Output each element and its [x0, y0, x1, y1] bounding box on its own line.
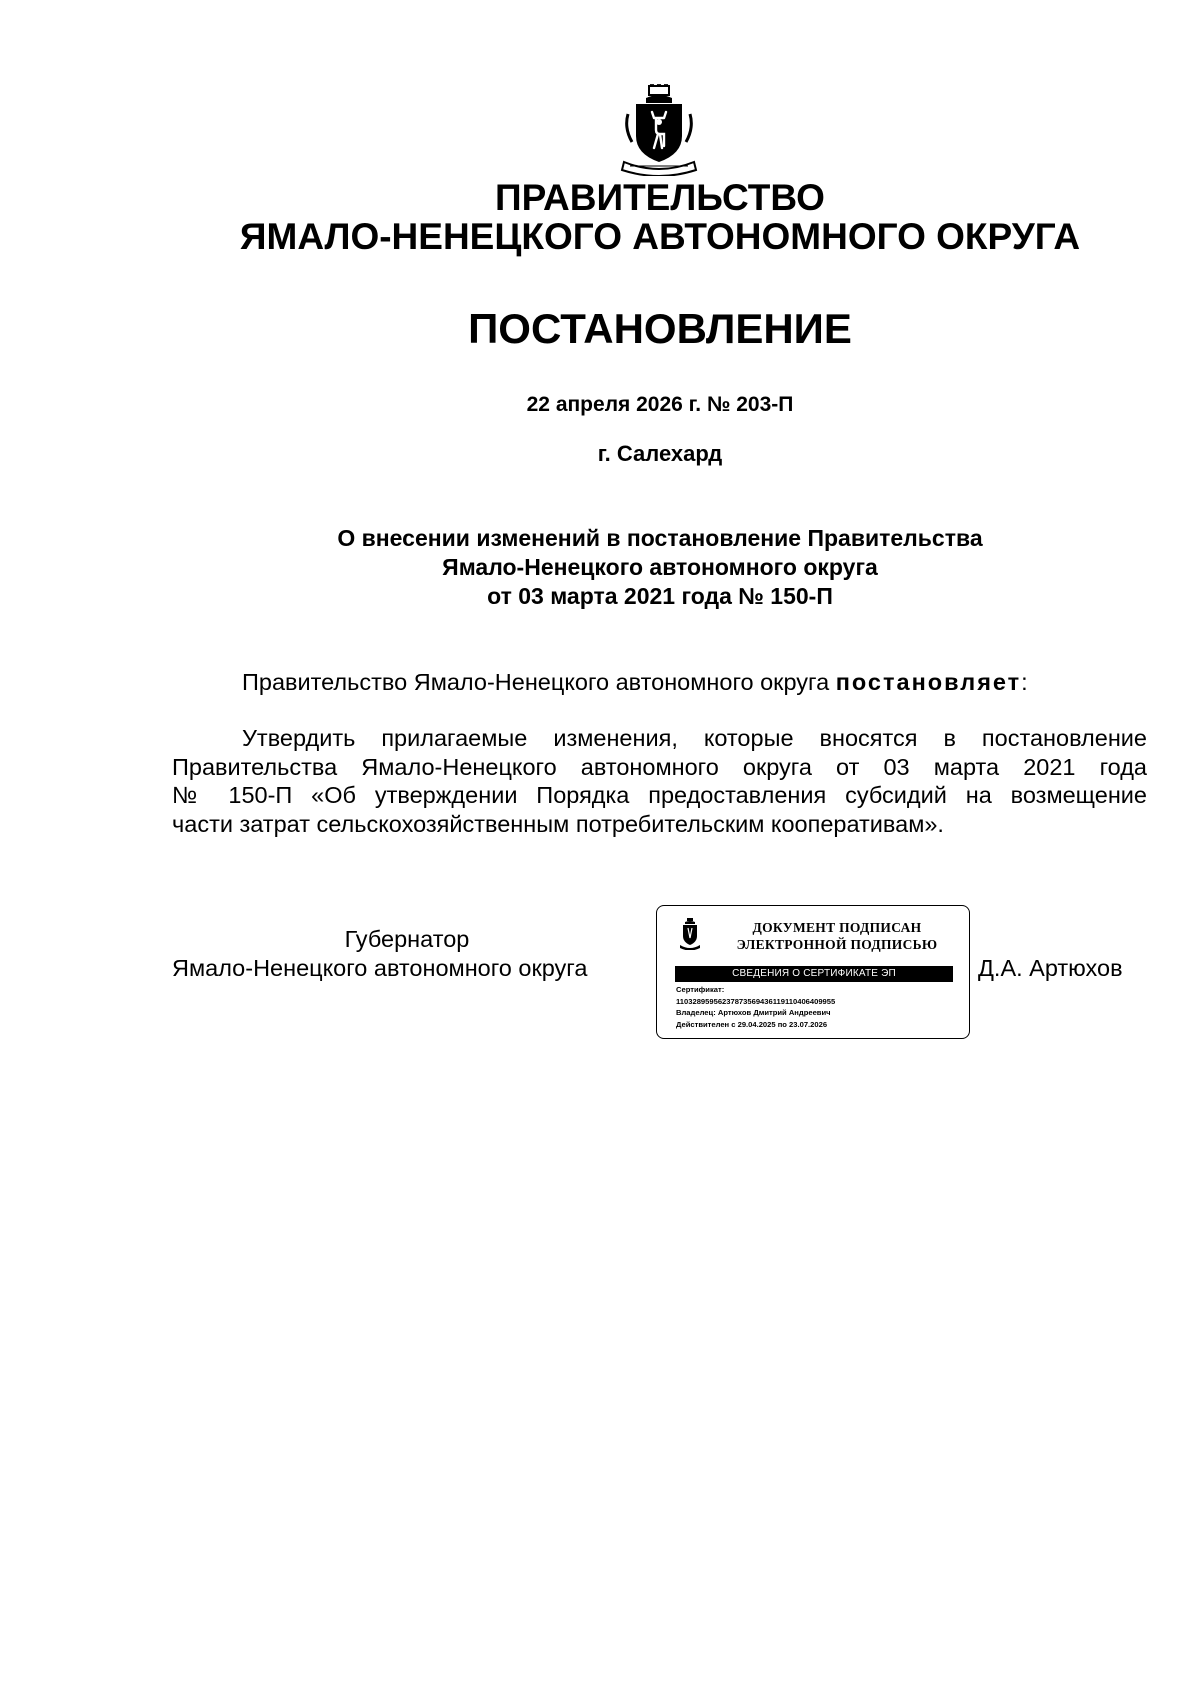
- document-city: г. Салехард: [597, 441, 723, 466]
- body-line: Правительства Ямало-Ненецкого автономного округа от 03 марта 2021 года: [172, 753, 1147, 780]
- certificate-owner: Владелец: Артюхов Дмитрий Андреевич: [676, 1008, 831, 1017]
- government-title-line1: ПРАВИТЕЛЬСТВО: [495, 177, 825, 218]
- yamal-coat-of-arms-icon: [679, 918, 701, 950]
- electronic-signature-stamp: [656, 905, 970, 1039]
- document-type-title: ПОСТАНОВЛЕНИЕ: [468, 305, 852, 352]
- intro-text: Правительство Ямало-Ненецкого автономного округа: [242, 669, 836, 695]
- intro-paragraph: [172, 667, 1152, 697]
- yamal-coat-of-arms-icon: [616, 84, 702, 176]
- document-date-number: 22 апреля 2026 г. № 203-П: [526, 393, 794, 416]
- body-paragraph: [172, 724, 1147, 838]
- signatory-name: Д.А. Артюхов: [978, 955, 1123, 981]
- certificate-label: Сертификат:: [676, 985, 725, 994]
- certificate-details: [676, 984, 961, 1030]
- certificate-validity: Действителен с 29.04.2025 по 23.07.2026: [676, 1019, 828, 1029]
- body-line: № 150-П «Об утверждении Порядка предоставления субсидий на возмещение: [172, 782, 1147, 808]
- subject-line: О внесении изменений в постановление Правительства: [337, 525, 983, 551]
- document-subject: [180, 524, 1140, 611]
- stamp-heading-line: ЭЛЕКТРОННОЙ ПОДПИСЬЮ: [736, 937, 938, 952]
- body-line: части затрат сельскохозяйственным потребительским кооперативам».: [172, 810, 944, 837]
- stamp-heading-line: ДОКУМЕНТ ПОДПИСАН: [752, 920, 922, 935]
- intro-tail: :: [1021, 669, 1028, 695]
- signatory-title-line1: Губернатор: [344, 926, 470, 952]
- stamp-heading: [717, 919, 957, 953]
- decree-keyword: постановляет: [835, 669, 1022, 695]
- signatory-title-line2: Ямало-Ненецкого автономного округа: [172, 955, 588, 981]
- subject-line: от 03 марта 2021 года № 150-П: [487, 583, 833, 609]
- certificate-info-bar: СВЕДЕНИЯ О СЕРТИФИКАТЕ ЭП: [675, 966, 953, 982]
- body-line: Утвердить прилагаемые изменения, которые вносятся в постановление: [242, 725, 1147, 751]
- certificate-number: 11032895956237873569436119110406409955: [676, 996, 836, 1006]
- government-title-line2: ЯМАЛО-НЕНЕЦКОГО АВТОНОМНОГО ОКРУГА: [239, 216, 1081, 257]
- subject-line: Ямало-Ненецкого автономного округа: [442, 554, 878, 580]
